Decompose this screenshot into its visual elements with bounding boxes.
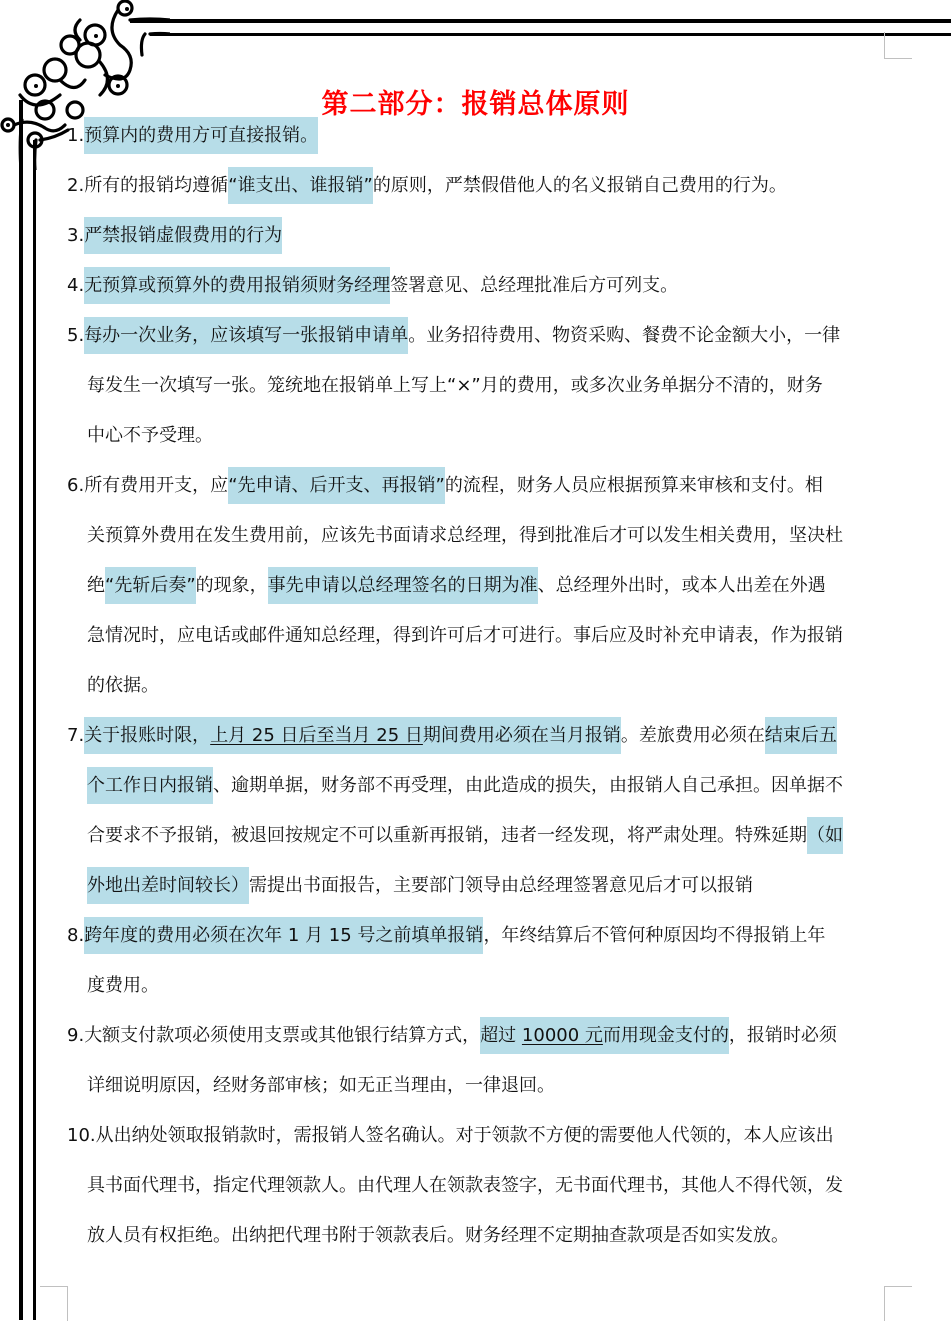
text-line	[67, 611, 887, 661]
body-text: 放人员有权拒绝。出纳把代理书附于领款表后。财务经理不定期抽查款项是否如实发放。	[87, 1225, 789, 1246]
list-item	[67, 1011, 887, 1111]
text-line	[67, 161, 887, 211]
page-title: 第二部分：报销总体原则	[321, 89, 630, 121]
item-number: 9.	[67, 1025, 85, 1046]
body-text: 详细说明原因，经财务部审核；如无正当理由，一律退回。	[87, 1075, 555, 1096]
highlighted-text: 外地出差时间较长）	[87, 867, 249, 904]
crop-mark-top-right	[884, 32, 912, 59]
body-text: 中心不予受理。	[87, 425, 213, 446]
highlighted-text: 个工作日内报销	[87, 767, 213, 804]
crop-mark-bottom-right	[884, 1286, 912, 1321]
highlighted-text: “先申请、后开支、再报销”	[228, 467, 445, 504]
text-line	[67, 1161, 887, 1211]
list-item	[67, 161, 887, 211]
item-number: 1.	[67, 125, 85, 146]
item-number: 10.	[67, 1125, 96, 1146]
body-text: 绝	[87, 575, 105, 596]
text-line	[67, 961, 887, 1011]
body-text: ，年终结算后不管何种原因均不得报销上年	[483, 925, 826, 946]
text-line	[67, 261, 887, 311]
body-text: 。差旅费用必须在	[620, 725, 765, 746]
text-line	[67, 561, 887, 611]
crop-mark-bottom-left	[40, 1286, 68, 1321]
highlighted-text: 事先申请以总经理签名的日期为准	[268, 567, 538, 604]
body-text: 从出纳处领取报销款时，需报销人签名确认。对于领款不方便的需要他人代领的，本人应该出	[95, 1125, 834, 1146]
body-text: 大额支付款项必须使用支票或其他银行结算方式，	[84, 1025, 481, 1046]
list-item	[67, 311, 887, 461]
list-item	[67, 711, 887, 911]
page-border-inner-left	[33, 140, 36, 1320]
text-line	[67, 811, 887, 861]
highlighted-text: 每办一次业务，应该填写一张报销申请单	[84, 317, 408, 354]
highlighted-text: 超过	[480, 1017, 522, 1054]
text-line	[67, 311, 887, 361]
highlighted-text: 严禁报销虚假费用的行为	[84, 217, 282, 254]
item-number: 2.	[67, 175, 85, 196]
body-text: 所有的报销均遵循	[84, 175, 229, 196]
text-line	[67, 861, 887, 911]
body-text: 具书面代理书，指定代理领款人。由代理人在领款表签字，无书面代理书，其他人不得代领，发	[87, 1175, 843, 1196]
text-line	[67, 1011, 887, 1061]
page-border-inner-top	[150, 33, 951, 36]
list-item	[67, 911, 887, 1011]
text-line	[67, 461, 887, 511]
item-number: 3.	[67, 225, 85, 246]
item-number: 4.	[67, 275, 85, 296]
body-text: 度费用。	[87, 975, 159, 996]
body-text: 的流程，财务人员应根据预算来审核和支付。相	[444, 475, 823, 496]
principles-list	[67, 111, 887, 1261]
text-line	[67, 211, 887, 261]
body-text: ，报销时必须	[728, 1025, 837, 1046]
text-line	[67, 661, 887, 711]
highlighted-text: “先斩后奏”	[105, 567, 196, 604]
list-item	[67, 1111, 887, 1261]
list-item	[67, 111, 887, 161]
highlighted-text: 预算内的费用方可直接报销。	[84, 117, 318, 154]
highlighted-text: 而用现金支付的	[603, 1017, 729, 1054]
item-number: 5.	[67, 325, 85, 346]
item-number: 8.	[67, 925, 85, 946]
page-border-outer-left	[19, 100, 23, 1320]
body-text: 。业务招待费用、物资采购、餐费不论金额大小，一律	[408, 325, 841, 346]
text-line	[67, 911, 887, 961]
list-item	[67, 261, 887, 311]
page-border-outer-top	[130, 19, 951, 23]
text-line	[67, 1061, 887, 1111]
highlighted-text: 10000 元	[522, 1017, 603, 1054]
text-line	[67, 1211, 887, 1261]
body-text: 每发生一次填写一张。笼统地在报销单上写上“×”月的费用，或多次业务单据分不清的，财务	[87, 375, 823, 396]
text-line	[67, 511, 887, 561]
text-line	[67, 711, 887, 761]
text-line	[67, 1111, 887, 1161]
body-text: 的现象，	[195, 575, 268, 596]
body-text: 、逾期单据，财务部不再受理，由此造成的损失，由报销人自己承担。因单据不	[213, 775, 843, 796]
body-text: 所有费用开支，应	[84, 475, 229, 496]
body-text: 合要求不予报销，被退回按规定不可以重新再报销，违者一经发现，将严肃处理。特殊延期	[87, 825, 807, 846]
highlighted-text: “谁支出、谁报销”	[228, 167, 373, 204]
body-text: 的依据。	[87, 675, 159, 696]
item-number: 7.	[67, 725, 85, 746]
list-item	[67, 461, 887, 711]
highlighted-text: 无预算或预算外的费用报销须财务经理	[84, 267, 390, 304]
text-line	[67, 761, 887, 811]
text-line	[67, 361, 887, 411]
body-text: 的原则，严禁假借他人的名义报销自己费用的行为。	[372, 175, 787, 196]
text-line	[67, 411, 887, 461]
body-text: 需提出书面报告，主要部门领导由总经理签署意见后才可以报销	[249, 875, 753, 896]
text-line	[67, 111, 887, 161]
list-item	[67, 211, 887, 261]
body-text: 急情况时，应电话或邮件通知总经理，得到许可后才可进行。事后应及时补充申请表，作为报销	[87, 625, 843, 646]
body-text: 、总经理外出时，或本人出差在外遇	[537, 575, 826, 596]
highlighted-text: 上月 25 日后至当月 25 日	[210, 717, 423, 754]
item-number: 6.	[67, 475, 85, 496]
highlighted-text: 跨年度的费用必须在次年 1 月 15 号之前填单报销	[84, 917, 483, 954]
body-text: 签署意见、总经理批准后方可列支。	[390, 275, 679, 296]
body-text: 关预算外费用在发生费用前，应该先书面请求总经理，得到批准后才可以发生相关费用，坚决杜	[87, 525, 843, 546]
highlighted-text: 期间费用必须在当月报销	[423, 717, 621, 754]
highlighted-text: 关于报账时限，	[84, 717, 210, 754]
highlighted-text: （如	[807, 817, 843, 854]
highlighted-text: 结束后五	[765, 717, 837, 754]
